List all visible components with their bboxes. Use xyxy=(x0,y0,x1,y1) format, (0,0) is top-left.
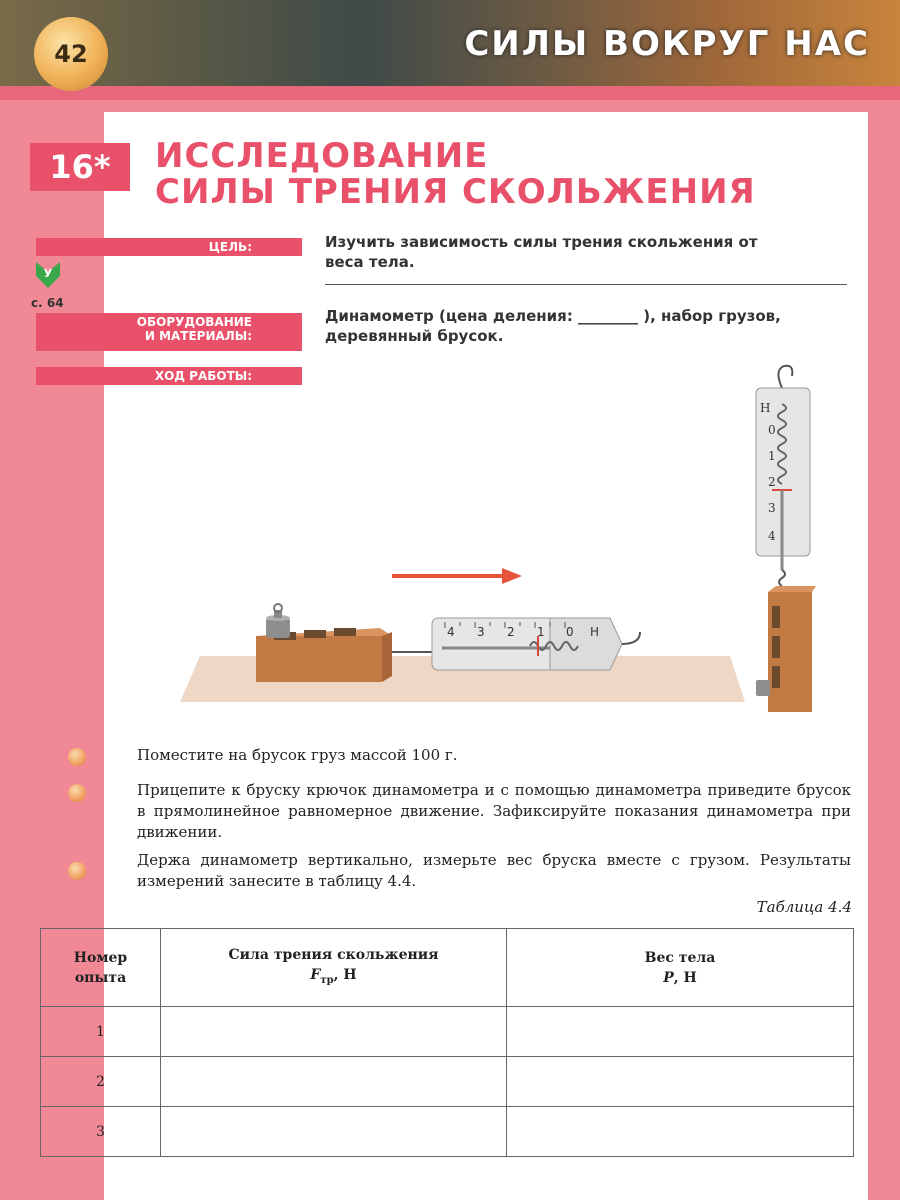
friction-cell[interactable] xyxy=(161,1007,507,1057)
friction-subscript: тр xyxy=(320,974,334,986)
header-experiment-number xyxy=(41,929,161,1007)
table-row xyxy=(41,1057,854,1107)
reference-page: с. 64 xyxy=(31,296,64,310)
lesson-number: 16* xyxy=(30,143,130,191)
header-col2-line2 xyxy=(165,965,502,991)
v-scale-0: 0 xyxy=(768,423,776,437)
procedure-tag: ХОД РАБОТЫ: xyxy=(36,367,302,385)
step-2: Прицепите к бруску крючок динамометра и с помощью динамометра приведите брусок в прямолинейное равномерное движение. Зафиксируйте показания динамометра при движении. xyxy=(137,781,851,841)
table-row xyxy=(41,1007,854,1057)
lesson-title xyxy=(155,138,756,210)
header-col1-line1: Номер xyxy=(73,949,128,966)
weight-symbol: P xyxy=(663,969,674,986)
goal-divider xyxy=(325,284,847,285)
goal-text: Изучить зависимость силы трения скольжения от веса тела. xyxy=(325,233,758,271)
weight-cell[interactable] xyxy=(507,1107,854,1157)
dynamometer-vertical xyxy=(756,366,810,586)
friction-unit: , Н xyxy=(333,966,357,983)
experiment-illustration xyxy=(170,360,870,720)
table-header-row xyxy=(41,929,854,1007)
h-scale-0: 0 xyxy=(566,625,574,639)
v-scale-unit: Н xyxy=(760,401,771,415)
lesson-title-line2: СИЛЫ ТРЕНИЯ СКОЛЬЖЕНИЯ xyxy=(155,172,756,212)
equipment-text: Динамометр (цена деления: ________ ), набор грузов, деревянный брусок. xyxy=(325,307,781,345)
header-col1-line2: опыта xyxy=(74,969,127,986)
step-3: Держа динамометр вертикально, измерьте вес бруска вместе с грузом. Результаты измерений занесите в таблицу 4.4. xyxy=(137,851,851,890)
row-number: 1 xyxy=(41,1007,161,1057)
h-scale-2: 2 xyxy=(507,625,515,639)
equipment-tag-line2: И МАТЕРИАЛЫ: xyxy=(144,329,252,343)
header-col3-line1: Вес тела xyxy=(644,949,716,966)
weight-cell[interactable] xyxy=(507,1007,854,1057)
header-strip xyxy=(0,86,900,100)
weight-cell[interactable] xyxy=(507,1057,854,1107)
header-body-weight xyxy=(507,929,854,1007)
step-bullet-3 xyxy=(68,862,86,880)
step-1: Поместите на брусок груз массой 100 г. xyxy=(137,746,458,764)
goal-tag: ЦЕЛЬ: xyxy=(36,238,302,256)
table-caption: Таблица 4.4 xyxy=(756,898,852,916)
chapter-title: СИЛЫ ВОКРУГ НАС xyxy=(464,24,870,64)
h-scale-unit: Н xyxy=(590,625,600,639)
header-col2-line1: Сила трения скольжения xyxy=(228,946,439,963)
header-col3-line2 xyxy=(511,968,849,988)
page-number: 42 xyxy=(34,17,108,91)
h-scale-1: 1 xyxy=(537,625,545,639)
row-number: 2 xyxy=(41,1057,161,1107)
friction-cell[interactable] xyxy=(161,1107,507,1157)
table-row xyxy=(41,1107,854,1157)
friction-cell[interactable] xyxy=(161,1057,507,1107)
results-table xyxy=(40,928,854,1157)
equipment-tag xyxy=(36,313,302,351)
v-scale-2: 2 xyxy=(768,475,776,489)
h-scale-3: 3 xyxy=(477,625,485,639)
header-friction-force xyxy=(161,929,507,1007)
equipment-tag-line1: ОБОРУДОВАНИЕ xyxy=(136,315,252,329)
reference-arrow-letter: У xyxy=(43,267,53,280)
weight-unit: , Н xyxy=(673,969,697,986)
reference-arrow-icon xyxy=(36,262,60,288)
v-scale-3: 3 xyxy=(768,501,776,515)
row-number: 3 xyxy=(41,1107,161,1157)
weight-on-block xyxy=(266,604,290,638)
v-scale-4: 4 xyxy=(768,529,776,543)
step-bullet-1 xyxy=(68,748,86,766)
step-bullet-2 xyxy=(68,784,86,802)
wooden-block-vertical xyxy=(756,586,816,712)
v-scale-1: 1 xyxy=(768,449,776,463)
direction-arrow xyxy=(392,568,522,584)
friction-symbol: F xyxy=(310,966,321,983)
lesson-title-line1: ИССЛЕДОВАНИЕ xyxy=(155,136,489,176)
h-scale-4: 4 xyxy=(447,625,455,639)
